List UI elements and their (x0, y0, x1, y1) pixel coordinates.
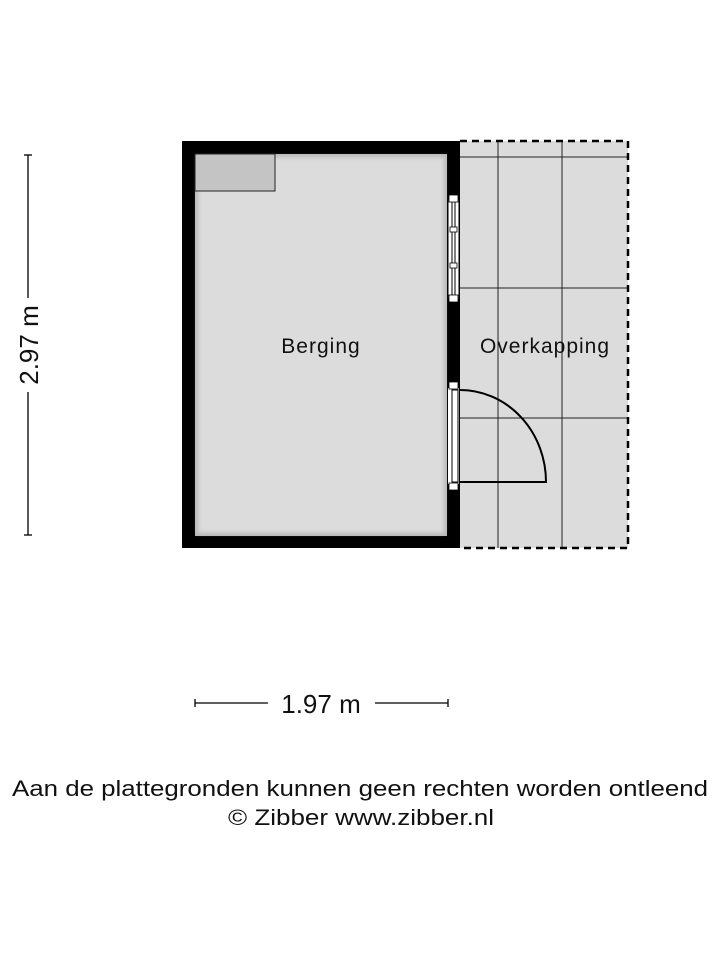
disclaimer-text: Aan de plattegronden kunnen geen rechten worden ontleend (12, 776, 708, 801)
window (448, 195, 459, 302)
height-label: 2.97 m (14, 305, 44, 385)
height-dimension (14, 155, 44, 535)
cabinet (195, 154, 275, 191)
room-label-berging: Berging (281, 335, 361, 358)
copyright-text: © Zibber www.zibber.nl (228, 805, 494, 830)
door-leaf (452, 390, 458, 482)
width-label: 1.97 m (281, 689, 361, 719)
room-label-overkapping: Overkapping (479, 335, 611, 358)
width-dimension (195, 689, 448, 719)
